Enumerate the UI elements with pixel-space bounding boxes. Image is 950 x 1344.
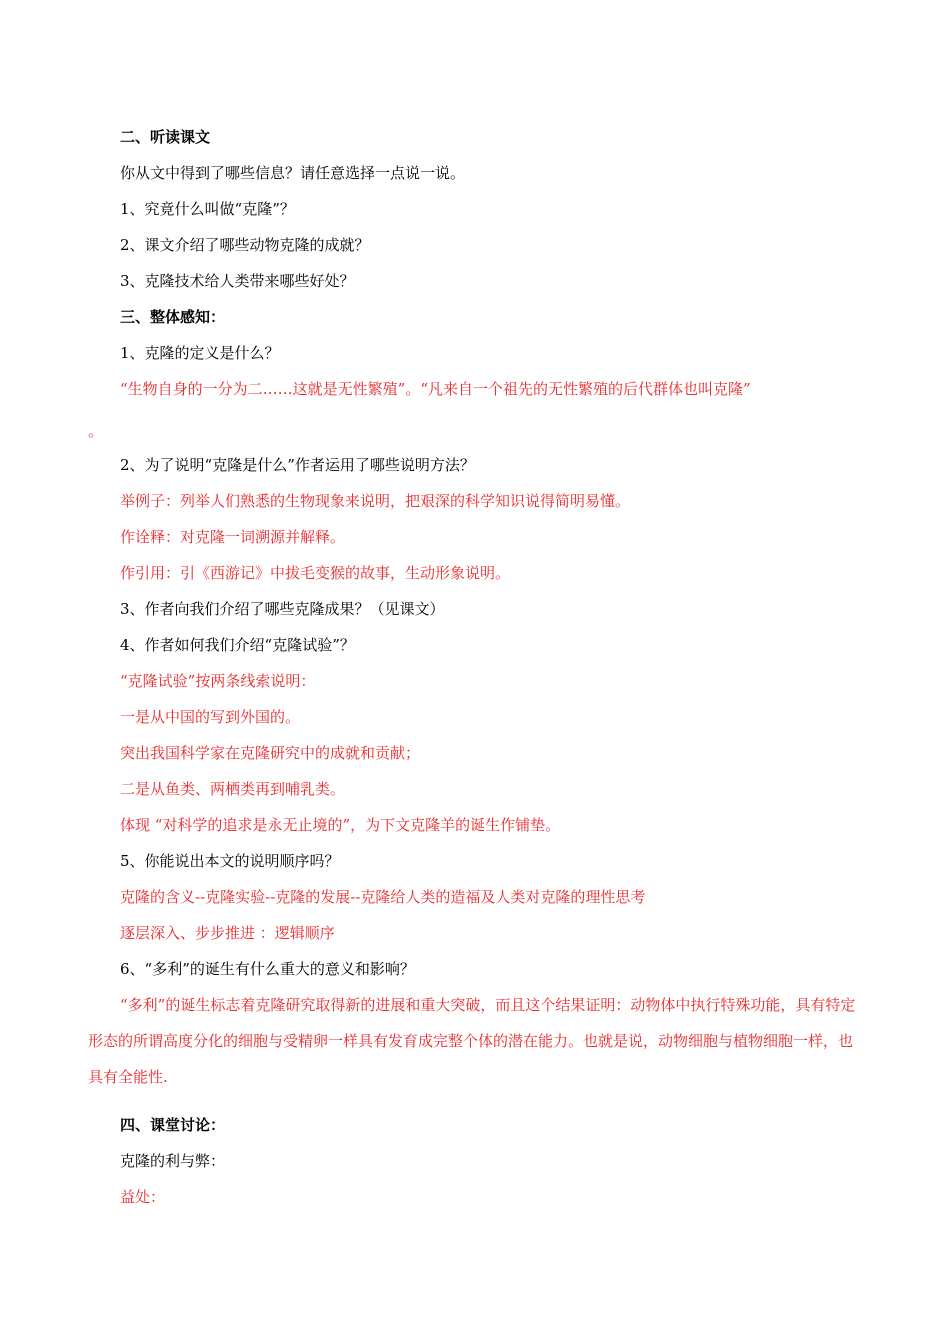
- question-item: 2、为了说明“克隆是什么”作者运用了哪些说明方法？: [120, 456, 475, 474]
- question-item: 2、课文介绍了哪些动物克隆的成就？: [120, 236, 370, 254]
- answer-text: 举例子：列举人们熟悉的生物现象来说明，把艰深的科学知识说得简明易懂。: [120, 492, 631, 510]
- answer-text: 作引用：引《西游记》中拔毛变猴的故事，生动形象说明。: [120, 564, 511, 582]
- section-2-heading: 二、听读课文: [120, 128, 211, 146]
- answer-text: 逐层深入、步步推进 ：逻辑顺序: [120, 924, 335, 942]
- answer-text: 克隆的含义--克隆实验--克隆的发展--克隆给人类的造福及人类对克隆的理性思考: [120, 888, 646, 906]
- answer-text: 。: [88, 422, 104, 440]
- section-4-heading: 四、课堂讨论：: [120, 1116, 226, 1134]
- answer-paragraph: “多利”的诞生标志着克隆研究取得新的进展和重大突破，而且这个结果证明：动物体中执行特殊功能，具有特定形态的所谓高度分化的细胞与受精卵一样具有发育成完整个体的潜在能力。也就是说，动物细胞与植物细胞一样，也具有全能性.: [88, 996, 856, 1086]
- question-item: 1、克隆的定义是什么？: [120, 344, 280, 362]
- answer-text: 作诠释：对克隆一词溯源并解释。: [120, 528, 346, 546]
- answer-text: 突出我国科学家在克隆研究中的成就和贡献；: [120, 744, 421, 762]
- answer-text: “克隆试验”按两条线索说明：: [120, 672, 316, 690]
- answer-text: 一是从中国的写到外国的。: [120, 708, 301, 726]
- question-item: 3、作者向我们介绍了哪些克隆成果？（见课文）: [120, 600, 445, 618]
- benefit-label: 益处：: [120, 1188, 166, 1206]
- question-item: 3、克隆技术给人类带来哪些好处？: [120, 272, 355, 290]
- question-item: 1、究竟什么叫做“克隆”？: [120, 200, 295, 218]
- section-3-heading: 三、整体感知：: [120, 308, 226, 326]
- question-item: 4、作者如何我们介绍“克隆试验”？: [120, 636, 355, 654]
- section-2-intro: 你从文中得到了哪些信息？请任意选择一点说一说。: [120, 164, 466, 182]
- answer-text: 体现 “对科学的追求是永无止境的”，为下文克隆羊的诞生作铺垫。: [120, 816, 561, 834]
- question-item: 6、“多利”的诞生有什么重大的意义和影响？: [120, 960, 415, 978]
- answer-text: 二是从鱼类、两栖类再到哺乳类。: [120, 780, 346, 798]
- discussion-topic: 克隆的利与弊：: [120, 1152, 226, 1170]
- answer-text: “生物自身的一分为二……这就是无性繁殖”。“凡来自一个祖先的无性繁殖的后代群体也叫克隆”: [120, 380, 751, 398]
- question-item: 5、你能说出本文的说明顺序吗？: [120, 852, 340, 870]
